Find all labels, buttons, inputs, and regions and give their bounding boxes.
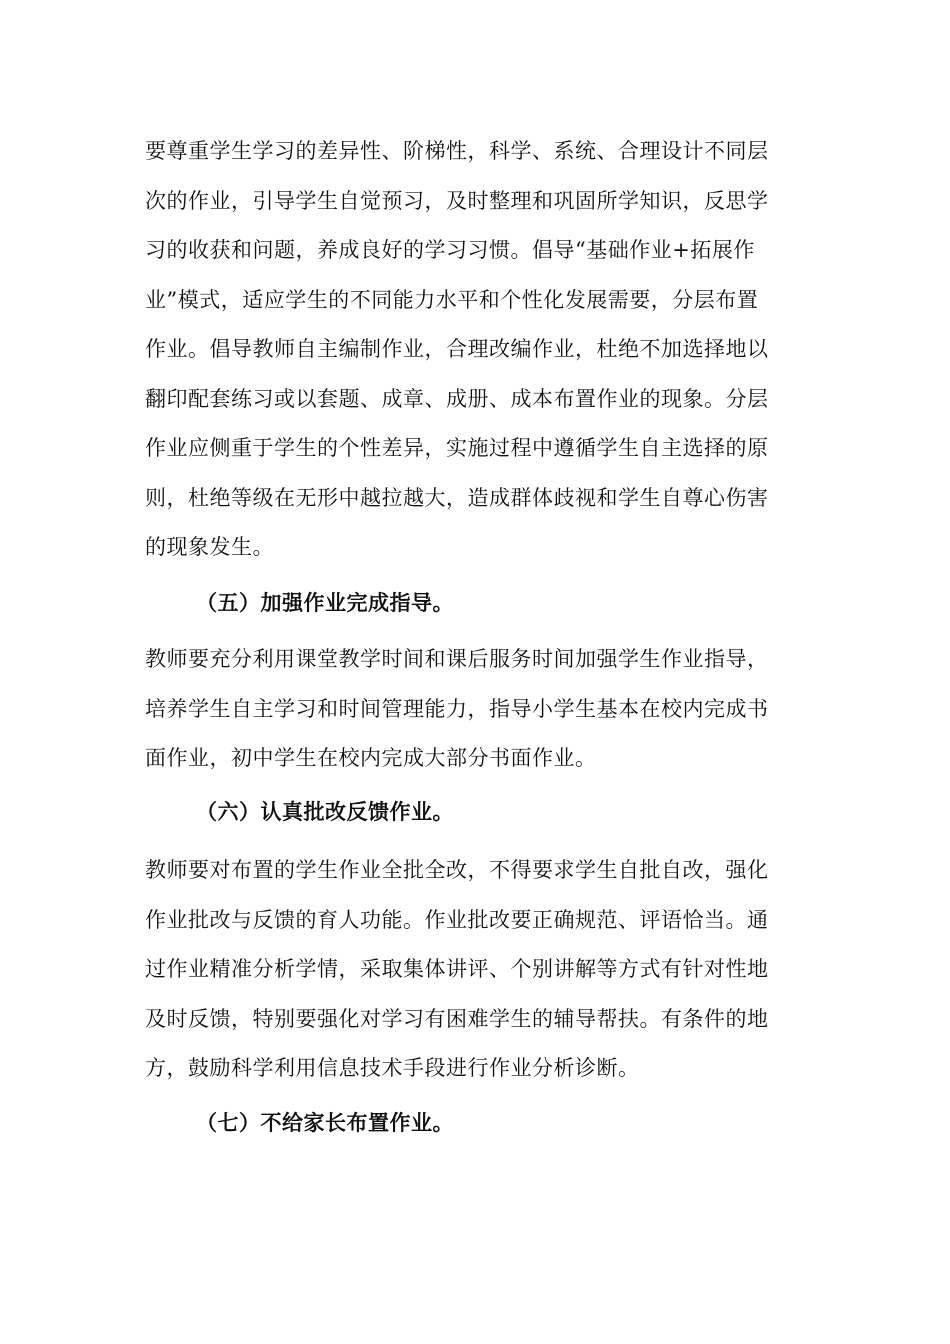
text-line: 翻印配套练习或以套题、成章、成册、成本布置作业的现象。分层: [145, 386, 769, 411]
paragraph-homework-feedback: [145, 846, 805, 1094]
text-line: 作业。倡导教师自主编制作业，合理改编作业，杜绝不加选择地以: [145, 337, 769, 361]
text-line: 教师要对布置的学生作业全批全改，不得要求学生自批自改，强化: [145, 858, 769, 882]
text-line: 作业批改与反馈的育人功能。作业批改要正确规范、评语恰当。通: [145, 907, 769, 932]
text-line: 及时反馈，特别要强化对学习有困难学生的辅导帮扶。有条件的地: [145, 1006, 769, 1031]
text-line: 则，杜绝等级在无形中越拉越大，造成群体歧视和学生自尊心伤害: [145, 485, 769, 510]
text-line: 作业应侧重于学生的个性差异，实施过程中遵循学生自主选择的原: [145, 436, 769, 460]
section-heading-6: （六）认真批改反馈作业。: [196, 799, 454, 824]
paragraph-layered-homework: [145, 127, 805, 573]
text-line: 次的作业，引导学生自觉预习，及时整理和巩固所学知识，反思学: [145, 188, 769, 213]
text-line: 教师要充分利用课堂教学时间和课后服务时间加强学生作业指导，: [145, 647, 769, 671]
text-line: 习的收获和问题，养成良好的学习习惯。倡导“基础作业+拓展作: [145, 238, 755, 262]
section-heading-7: （七）不给家长布置作业。: [196, 1110, 454, 1135]
text-line: 要尊重学生学习的差异性、阶梯性，科学、系统、合理设计不同层: [145, 139, 769, 163]
text-line: 业”模式，适应学生的不同能力水平和个性化发展需要，分层布置: [145, 287, 759, 312]
text-line: 过作业精准分析学情，采取集体讲评、个别讲解等方式有针对性地: [145, 957, 769, 981]
paragraph-homework-guidance: [145, 635, 805, 784]
text-line: 面作业，初中学生在校内完成大部分书面作业。: [145, 746, 597, 770]
section-heading-5: （五）加强作业完成指导。: [196, 590, 454, 615]
text-line: 培养学生自主学习和时间管理能力，指导小学生基本在校内完成书: [145, 696, 769, 721]
text-line: 的现象发生。: [145, 535, 274, 559]
text-line: 方，鼓励科学利用信息技术手段进行作业分析诊断。: [145, 1056, 640, 1080]
